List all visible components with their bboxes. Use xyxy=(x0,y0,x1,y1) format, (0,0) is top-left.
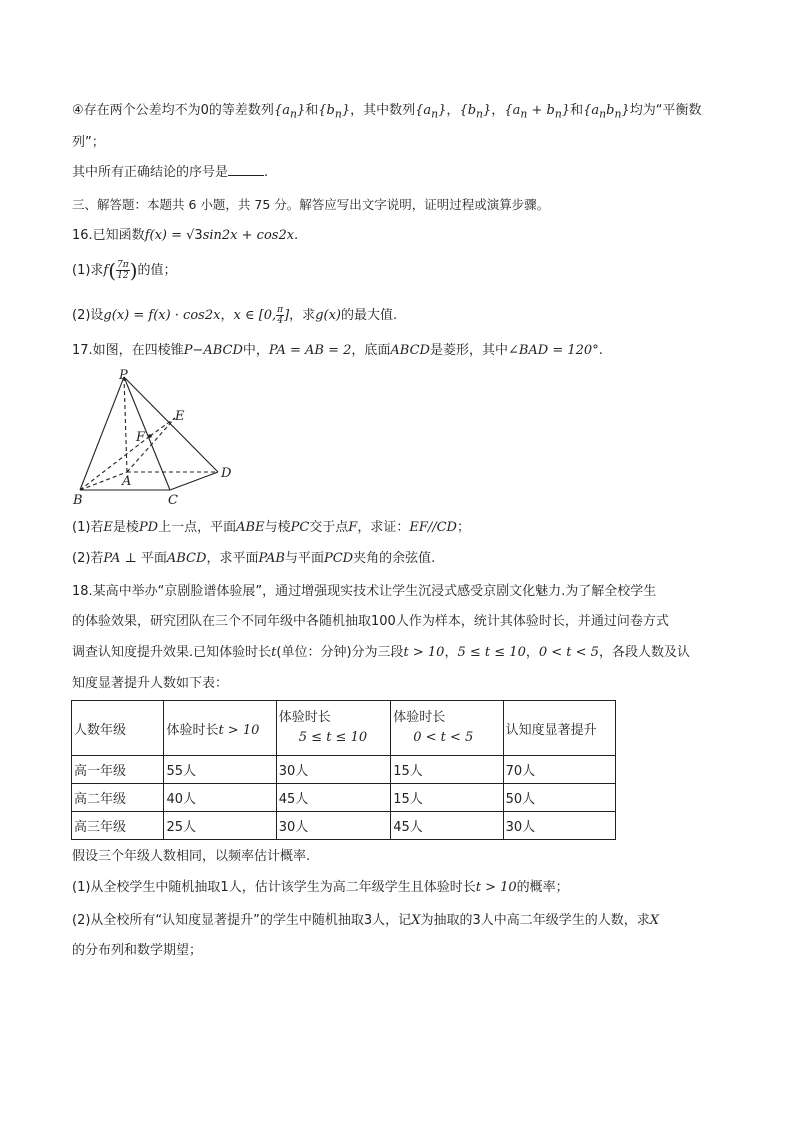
cell-value: 15人 xyxy=(391,784,503,812)
seq-an-2: $\{a_n\}$ xyxy=(415,103,447,121)
answer-blank[interactable] xyxy=(228,163,264,176)
q18-p1-text: (1)从全校学生中随机抽取 xyxy=(72,880,221,895)
data-table xyxy=(71,700,616,840)
q18-text: 的体验效果，研究团队在三个不同年级中各随机抽取 xyxy=(72,614,372,629)
sym-t: t xyxy=(271,645,277,660)
table-header-row xyxy=(72,701,616,756)
q17-p1-text: ，求证： xyxy=(357,520,410,535)
q18-part2-cont: 的分布列和数学期望； xyxy=(72,943,203,958)
cell-value: 25人 xyxy=(164,812,276,840)
header-math: t > 10 xyxy=(218,722,260,738)
sym-pcd: PCD xyxy=(323,551,354,566)
seq-sum: $\{a_n + b_n\}$ xyxy=(504,103,571,121)
q17-part1 xyxy=(72,518,470,538)
sym-x: X xyxy=(411,913,421,928)
paren-open: ( xyxy=(108,258,117,283)
q17-p1-text: 上一点，平面 xyxy=(158,520,237,535)
q18-p2-n: 3 xyxy=(363,913,373,928)
comma: ， xyxy=(220,308,234,323)
q18-line2 xyxy=(72,612,669,632)
q17-p1-text: 是棱 xyxy=(112,520,139,535)
frac-den: 4 xyxy=(277,316,283,326)
q16-p2-text: (2)设 xyxy=(72,308,104,323)
header-improved: 认知度显著提升 xyxy=(503,701,615,756)
q17-text: 中， xyxy=(242,343,269,358)
pyramid-figure xyxy=(72,368,242,510)
comma: ， xyxy=(491,103,505,118)
item4-text-3: 均为“平衡数 xyxy=(629,103,702,118)
edge-pa xyxy=(124,377,127,472)
q18-text: 调查认知度提升效果.已知体验时长 xyxy=(72,645,272,660)
edge-cd xyxy=(170,472,218,490)
q18-p2-text: 人中高二年级学生的人数，求 xyxy=(480,913,650,928)
q18-text: ，各段人数及认 xyxy=(598,645,690,660)
label-d: D xyxy=(221,466,232,481)
header-grade: 人数年级 xyxy=(72,701,164,756)
label-b: B xyxy=(73,493,83,508)
cell-grade: 高二年级 xyxy=(72,784,164,812)
header-5to10 xyxy=(276,701,390,756)
sym-x: X xyxy=(649,913,660,928)
and-text: 和 xyxy=(305,103,319,118)
q17-eq: PA = AB = 2 xyxy=(268,343,352,358)
q17-period: . xyxy=(598,343,603,358)
q17-p2-text: 夹角的余弦值. xyxy=(353,551,436,566)
cell-value: 15人 xyxy=(391,756,503,784)
q17-base: ABCD xyxy=(390,343,430,358)
range-2: 5 ≤ t ≤ 10 xyxy=(457,645,526,660)
q16-p2-expr: g(x) = f(x) · cos2x xyxy=(103,308,221,323)
cell-value: 30人 xyxy=(503,812,615,840)
cell-value: 30人 xyxy=(276,756,390,784)
q17-p1-text: 与棱 xyxy=(264,520,291,535)
cell-value: 45人 xyxy=(391,812,503,840)
section3-heading: 三、解答题：本题共 6 小题，共 75 分。解答应写出文字说明，证明过程或演算步骤。 xyxy=(72,197,550,212)
q18-p2-text: 人，记 xyxy=(372,913,412,928)
table-row xyxy=(72,756,616,784)
frac-num: π xyxy=(277,305,284,315)
header-gt10 xyxy=(164,701,276,756)
range-3: 0 < t < 5 xyxy=(538,645,599,660)
q17-p2-text: (2)若 xyxy=(72,551,104,566)
fraction-7pi-12 xyxy=(116,260,130,281)
q17-text: 是菱形，其中 xyxy=(429,343,508,358)
fraction-pi-4 xyxy=(276,305,284,326)
sym-pab: PAB xyxy=(258,551,285,566)
q16-p1-post: 的值； xyxy=(137,263,177,278)
cell-grade: 高三年级 xyxy=(72,812,164,840)
header-text: 体验时长 xyxy=(393,710,446,725)
q18-p2-text: 为抽取的 xyxy=(420,913,473,928)
item4-text-2: ，其中数列 xyxy=(350,103,416,118)
q17-p1-text: ； xyxy=(456,520,470,535)
q16-p2-gx: g(x) xyxy=(315,308,341,323)
q17-angle: ∠BAD = 120° xyxy=(507,343,599,358)
item4-line1 xyxy=(72,101,701,125)
q17-text: ，底面 xyxy=(351,343,391,358)
cell-value: 50人 xyxy=(503,784,615,812)
q16-stem-text: 16.已知函数 xyxy=(72,228,145,243)
frac-num: 7π xyxy=(117,260,129,270)
label-f: F xyxy=(136,430,146,445)
q17-p1-text: 交于点 xyxy=(309,520,349,535)
q16-part1 xyxy=(72,260,177,281)
header-text: 体验时长 xyxy=(166,722,219,738)
q16-p1-f: f xyxy=(103,263,109,278)
sym-abcd: ABCD xyxy=(166,551,207,566)
q18-assumption: 假设三个年级人数相同，以频率估计概率. xyxy=(72,849,311,864)
table-row xyxy=(72,812,616,840)
and-text: 和 xyxy=(570,103,584,118)
q18-sample-size: 100 xyxy=(371,614,396,629)
q18-p2-n: 3 xyxy=(472,913,481,928)
comma: ， xyxy=(525,645,539,660)
seq-bn-2: $\{b_n\}$ xyxy=(459,103,492,121)
range-1: t > 10 xyxy=(403,645,445,660)
q17-p2-text: ，求平面 xyxy=(206,551,259,566)
q18-line1: 18.某高中举办“京剧脸谱体验展”，通过增强现实技术让学生沉浸式感受京剧文化魅力.为了解全校学生 xyxy=(72,584,657,599)
q16-sqrt: √3 xyxy=(186,228,203,243)
seq-an: $\{a_n\}$ xyxy=(273,103,306,121)
q18-p1-math: t > 10 xyxy=(475,880,517,895)
edge-ae xyxy=(127,418,175,472)
header-math: 0 < t < 5 xyxy=(413,730,474,745)
q18-p1-text: 人，估计该学生为高二年级学生且体验时长 xyxy=(228,880,476,895)
edge-pd xyxy=(124,377,218,472)
q16-expr: sin2x + cos2x. xyxy=(202,228,299,243)
q18-part2 xyxy=(72,911,659,931)
q18-text: (单位：分钟)分为三段 xyxy=(276,645,404,660)
seq-bn: $\{b_n\}$ xyxy=(318,103,351,121)
cell-value: 45人 xyxy=(276,784,390,812)
label-c: C xyxy=(168,493,178,508)
sym-pc: PC xyxy=(290,520,310,535)
q16-p2-tail-post: 的最大值. xyxy=(340,308,398,323)
frac-den: 12 xyxy=(117,271,129,281)
conclusion-period: . xyxy=(264,165,269,180)
label-p: P xyxy=(119,368,128,383)
conclusion-line xyxy=(72,163,268,183)
sym-ef-cd: EF//CD xyxy=(409,520,457,535)
item4-line2: 列”； xyxy=(72,135,105,150)
q18-text: 人作为样本，统计其体验时长，并通过问卷方式 xyxy=(395,614,669,629)
cell-grade: 高一年级 xyxy=(72,756,164,784)
header-math: 5 ≤ t ≤ 10 xyxy=(298,730,368,745)
q16-part2 xyxy=(72,305,397,326)
sym-pa-perp: PA ⊥ xyxy=(103,551,141,566)
q17-p2-text: 与平面 xyxy=(284,551,324,566)
header-text: 体验时长 xyxy=(278,710,331,725)
sym-pd: PD xyxy=(138,520,159,535)
cell-value: 55人 xyxy=(164,756,276,784)
q17-pyramid: P−ABCD xyxy=(183,343,243,358)
q18-part1 xyxy=(72,878,569,898)
cell-value: 70人 xyxy=(503,756,615,784)
point-f xyxy=(148,434,152,438)
cell-value: 40人 xyxy=(164,784,276,812)
q16-fx: f(x) = xyxy=(144,228,187,243)
sym-abe: ABE xyxy=(236,520,265,535)
q17-stem xyxy=(72,341,603,361)
q16-p2-domain: x ∈ [0, xyxy=(233,308,277,323)
q18-line4: 知度显著提升人数如下表： xyxy=(72,676,229,691)
q18-p1-n: 1 xyxy=(220,880,229,895)
seq-prod: $\{a_nb_n\}$ xyxy=(583,103,630,121)
bracket-close: ] xyxy=(284,308,290,323)
table-row xyxy=(72,784,616,812)
q17-p1-text: (1)若 xyxy=(72,520,104,535)
q16-stem xyxy=(72,226,298,246)
q16-p2-tail: ，求 xyxy=(289,308,316,323)
sym-f: F xyxy=(348,520,358,535)
paren-close: ) xyxy=(129,258,138,283)
comma: ， xyxy=(446,103,460,118)
edge-pb xyxy=(80,377,124,490)
cell-value: 30人 xyxy=(276,812,390,840)
comma: ， xyxy=(444,645,458,660)
conclusion-text: 其中所有正确结论的序号是 xyxy=(72,165,229,180)
q18-p2-text: (2)从全校所有“认知度显著提升”的学生中随机抽取 xyxy=(72,913,364,928)
q16-p1-text: (1)求 xyxy=(72,263,104,278)
q18-line3 xyxy=(72,643,690,663)
sym-e: E xyxy=(103,520,113,535)
item4-text: ④存在两个公差均不为0的等差数列 xyxy=(72,103,274,118)
pyramid-diagram xyxy=(72,368,242,510)
label-a: A xyxy=(122,474,132,489)
edge-fe xyxy=(150,418,175,436)
header-0to5 xyxy=(391,701,503,756)
q17-text: 17.如图，在四棱锥 xyxy=(72,343,184,358)
edge-ba xyxy=(80,472,127,490)
q17-part2 xyxy=(72,549,435,569)
label-e: E xyxy=(175,409,185,424)
q17-p2-text: 平面 xyxy=(140,551,167,566)
q18-p1-text: 的概率； xyxy=(516,880,569,895)
